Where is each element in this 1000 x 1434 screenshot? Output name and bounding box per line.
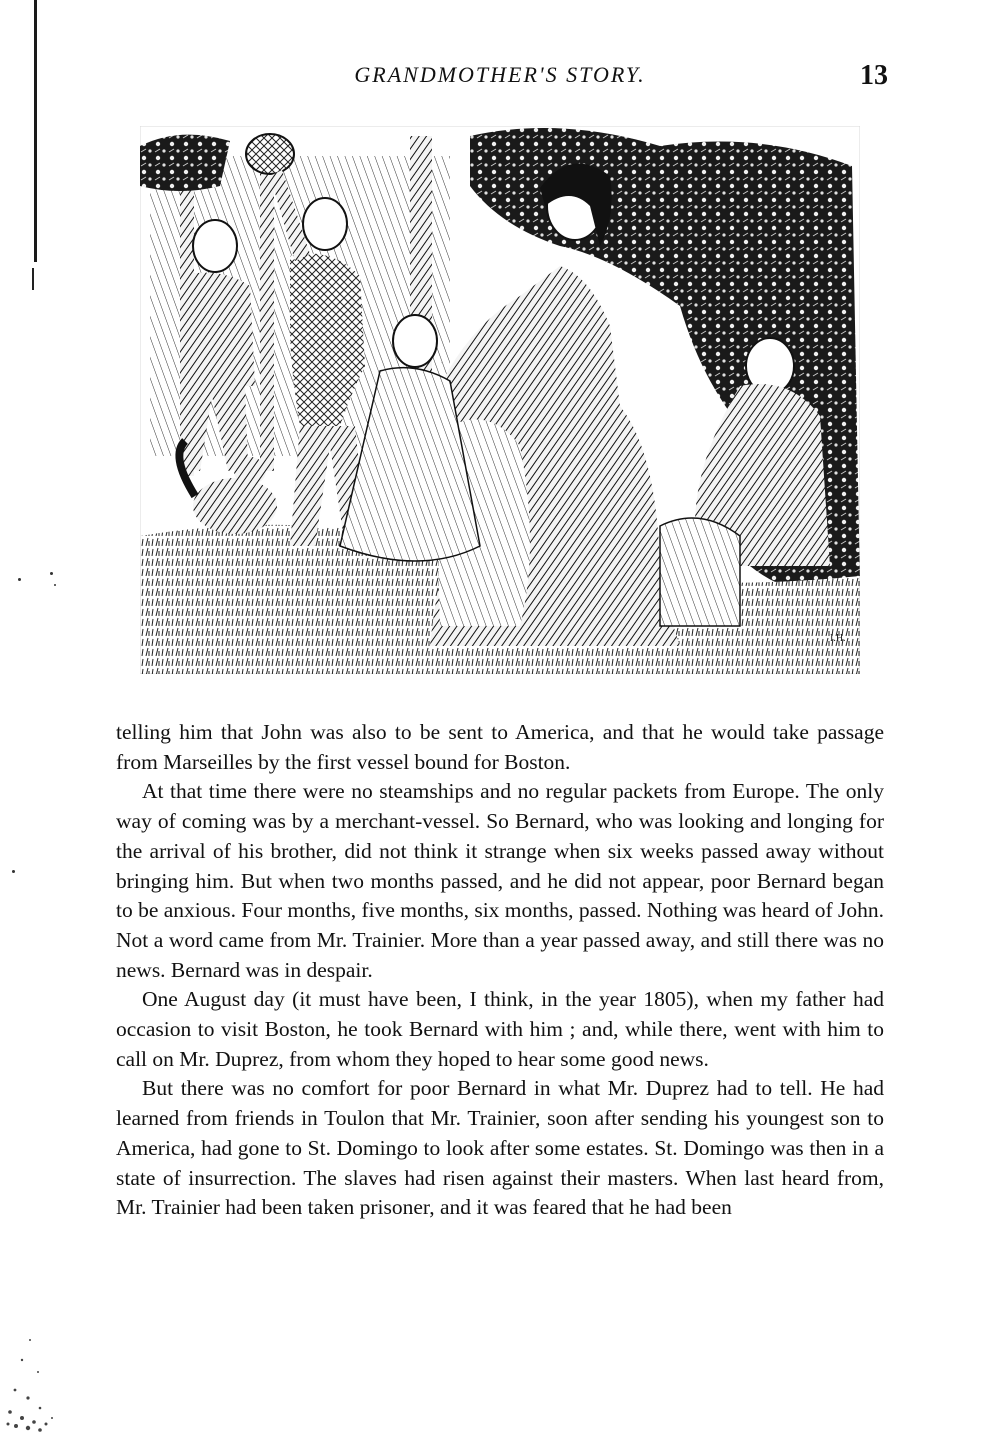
page-corner-stain xyxy=(0,1300,70,1434)
paragraph: telling him that John was also to be sent to America, and that he would take passage from Marseilles by the first vessel bound for Boston. xyxy=(116,720,884,774)
running-title: GRANDMOTHER'S STORY. xyxy=(354,62,646,87)
paragraph: But there was no comfort for poor Bernard in what Mr. Duprez had to tell. He had learned from friends in Toulon that Mr. Trainier, soon after sending his youngest son to America, had gone to St. Domingo to look after some estates. St. Domingo was then in a state of insurrection. The slaves had risen against their masters. When last heard from, Mr. Trainier had been taken prisoner, and it was feared that he had been xyxy=(116,1076,884,1220)
engraving-grandmother-with-children xyxy=(140,126,860,674)
binding-edge-line xyxy=(34,0,37,262)
page-number: 13 xyxy=(860,60,888,91)
body-text xyxy=(116,718,884,1223)
margin-speck xyxy=(18,578,21,581)
engraver-signature: I.H. xyxy=(830,633,846,644)
margin-speck xyxy=(54,584,56,586)
binding-edge-mark xyxy=(32,268,34,290)
paragraph: One August day (it must have been, I think, in the year 1805), when my father had occasion to visit Boston, he took Bernard with him ; and, while there, went with him to call on Mr. Duprez, from whom they hoped to hear some good news. xyxy=(116,987,884,1071)
margin-speck xyxy=(12,870,15,873)
paragraph: At that time there were no steamships and no regular packets from Europe. The only way of coming was by a merchant-vessel. So Bernard, who was looking and longing for the arrival of his brother, did not think it strange when six weeks passed away without bringing him. But when two months passed, and he did not appear, poor Bernard began to be anxious. Four months, five months, six months, passed. Nothing was heard of John. Not a word came from Mr. Trainier. More than a year passed away, and still there was no news. Bernard was in despair. xyxy=(116,779,884,982)
foliage-left xyxy=(140,135,230,191)
margin-speck xyxy=(50,572,53,575)
